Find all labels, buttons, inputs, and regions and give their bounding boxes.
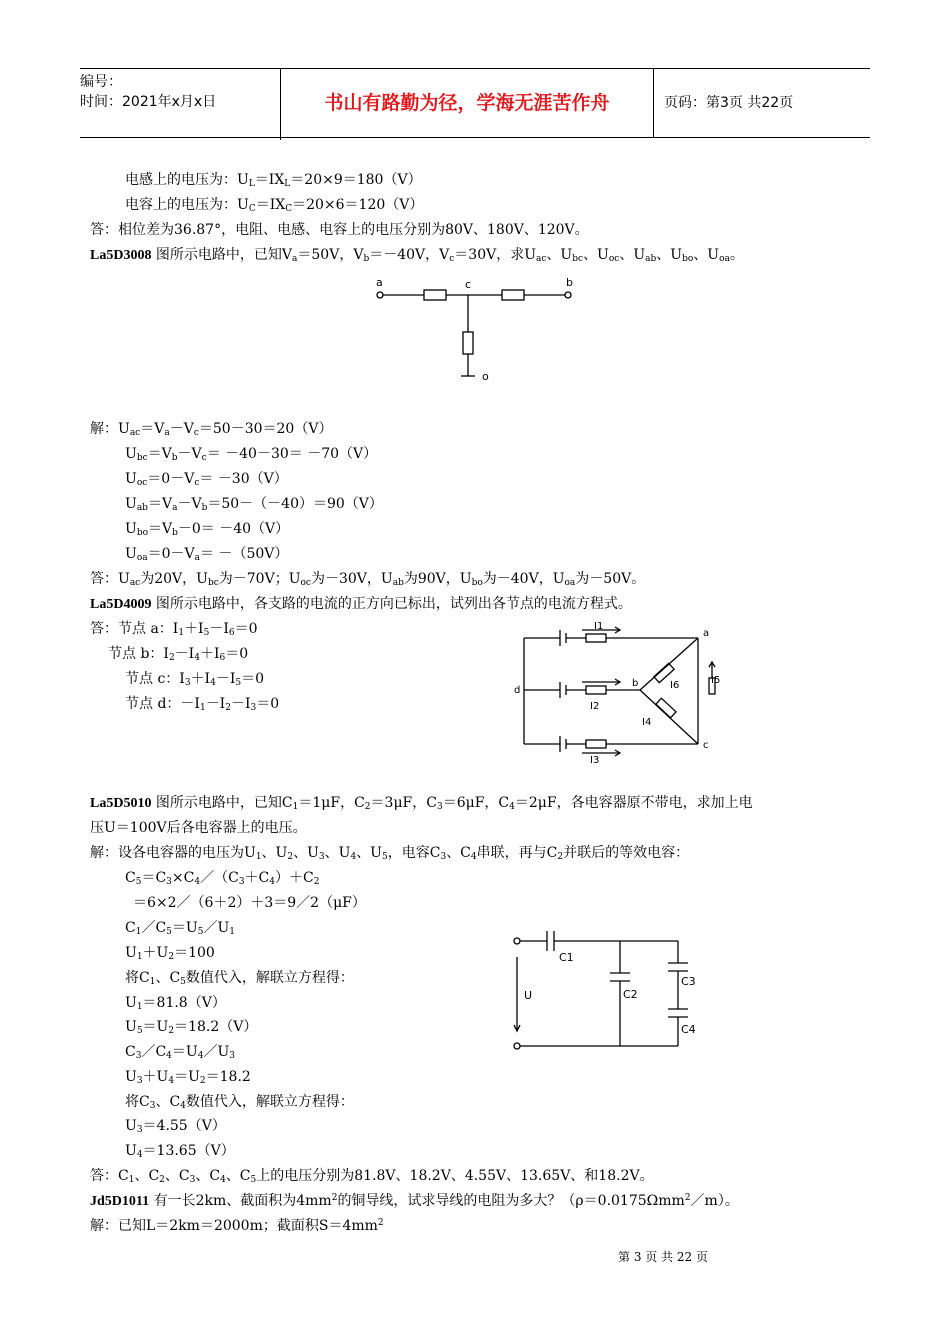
problem-heading: La5D5010 图所示电路中，已知$C_1=1\mu F$，$C_2=3\mu F$，$C_3=6\mu F$，$C_4=2\mu F$，各电容器原不带电，求加上电 <box>90 795 753 812</box>
text-line: 电感上的电压为：$U_L=IX_L=20\times 9=180(V)$ <box>125 172 422 189</box>
label-c2: C2 <box>623 988 638 1001</box>
figure-capacitor-circuit <box>505 925 720 1055</box>
node-b-label: b <box>632 678 639 689</box>
text-line: $U_{ab}=V_a-V_b=50-(-40)=90(V)$ <box>125 496 383 513</box>
text-line: $U_3=4.55(V)$ <box>125 1118 226 1135</box>
text-line: $U_4=13.65(V)$ <box>125 1143 235 1160</box>
problem-heading: Jd5D1011 有一长2km、截面积为$4mm^2$的铜导线，试求导线的电阻为多大？（ρ＝0.0175Ωmm$^2$／m）。 <box>90 1193 739 1209</box>
label-c3: C3 <box>681 975 696 988</box>
text-line: $U_5=U_2=18.2(V)$ <box>125 1019 258 1036</box>
text-line: 压U＝100V后各电容器上的电压。 <box>90 820 307 836</box>
number-label: 编号： <box>80 74 122 90</box>
text-line: 答：$U_{ac}$为20V，$U_{bc}$为－70V；$U_{oc}$为－30V，$U_{ab}$为90V，$U_{bo}$为－40V，$U_{oa}$为－50V。 <box>90 571 646 588</box>
node-c-label: c <box>703 740 709 751</box>
text-line: $C_5=C_3\times C_4/(C_3+C_4)+C_2$ <box>125 870 320 887</box>
text-line: ＝6×2／（6＋2）＋3＝9／2（μF） <box>133 895 366 911</box>
label-i1: I1 <box>594 621 604 632</box>
label-i2: I2 <box>590 701 600 712</box>
problem-heading: La5D4009 图所示电路中，各支路的电流的正方向已标出，试列出各节点的电流方程式。 <box>90 596 632 612</box>
header-left <box>80 69 281 140</box>
header-motto: 书山有路勤为径，学海无涯苦作舟 <box>281 69 654 137</box>
label-u: U <box>524 989 533 1002</box>
node-a-label: a <box>703 628 710 639</box>
text-line: 解：$U_{ac}=V_a-V_c=50-30=20(V)$ <box>90 421 333 438</box>
page-header <box>80 68 870 138</box>
text-line: 解：设各电容器的电压为$U_1$、$U_2$、$U_3$、$U_4$、$U_5$，电容$C_3$、$C_4$串联，再与$C_2$并联后的等效电容： <box>90 845 690 862</box>
text-line: $C_3/C_4=U_4/U_3$ <box>125 1044 235 1061</box>
node-a-label: a <box>376 276 383 289</box>
label-i4: I4 <box>642 717 652 728</box>
text-line: 节点 b：$I_2-I_4+I_6=0$ <box>108 646 249 663</box>
text-line: 解：已知L＝2km＝2000m；截面积$S=4mm^2$ <box>90 1218 384 1234</box>
node-d-label: d <box>514 685 521 696</box>
time-label: 时间：2021年x月x日 <box>80 94 217 110</box>
text-line: 将$C_3$、$C_4$数值代入，解联立方程得： <box>125 1094 354 1111</box>
node-o-label: o <box>482 370 489 383</box>
text-line: 电容上的电压为：$U_C=IX_C=20\times 6=120(V)$ <box>125 197 424 214</box>
text-line: 答：相位差为36.87°，电阻、电感、电容上的电压分别为80V、180V、120V。 <box>90 222 589 238</box>
text-line: $U_{bc}=V_b-V_c= -40-30= -70(V)$ <box>125 446 378 463</box>
text-line: $C_1/C_5=U_5/U_1$ <box>125 920 235 937</box>
text-line: 答：$C_1$、$C_2$、$C_3$、$C_4$、$C_5$上的电压分别为81.8V、18.2V、4.55V、13.65V、和18.2V。 <box>90 1168 654 1185</box>
figure-bridge-circuit <box>508 620 738 770</box>
problem-heading: La5D3008 图所示电路中，已知$V_a=50V$，$V_b=-40V$，$V_c=30V$，求$U_{ac}$、$U_{bc}$、$U_{oc}$、$U_{ab}$、$U_{bo}$、$U_{oa}$。 <box>90 247 744 264</box>
figure-resistor-t-circuit <box>370 270 590 390</box>
label-i5: I5 <box>711 675 721 686</box>
text-line: 节点 c：$I_3+I_4-I_5=0$ <box>125 671 265 688</box>
label-c1: C1 <box>559 951 574 964</box>
label-c4: C4 <box>681 1023 696 1036</box>
node-c-label: c <box>465 278 472 291</box>
page-footer: 第 3 页 共 22 页 <box>618 1250 708 1264</box>
node-b-label: b <box>566 276 573 289</box>
text-line: 节点 d：$-I_1-I_2-I_3=0$ <box>125 696 280 713</box>
text-line: $U_1=81.8(V)$ <box>125 995 226 1012</box>
text-line: $U_3+U_4=U_2=18.2$ <box>125 1069 251 1086</box>
text-line: $U_{bo}=V_b-0= -40(V)$ <box>125 521 290 538</box>
text-line: $U_{oa}=0-V_a= -(50V)$ <box>125 546 289 563</box>
text-line: 将$C_1$、$C_5$数值代入，解联立方程得： <box>125 970 354 987</box>
label-i3: I3 <box>590 755 600 766</box>
text-line: $U_1+U_2=100$ <box>125 945 215 962</box>
text-line: $U_{oc}=0-V_c= -30(V)$ <box>125 471 288 488</box>
text-line: 答：节点 a：$I_1+I_5-I_6=0$ <box>90 621 258 638</box>
header-page-info: 页码：第3页 共22页 <box>664 95 794 111</box>
label-i6: I6 <box>670 680 680 691</box>
